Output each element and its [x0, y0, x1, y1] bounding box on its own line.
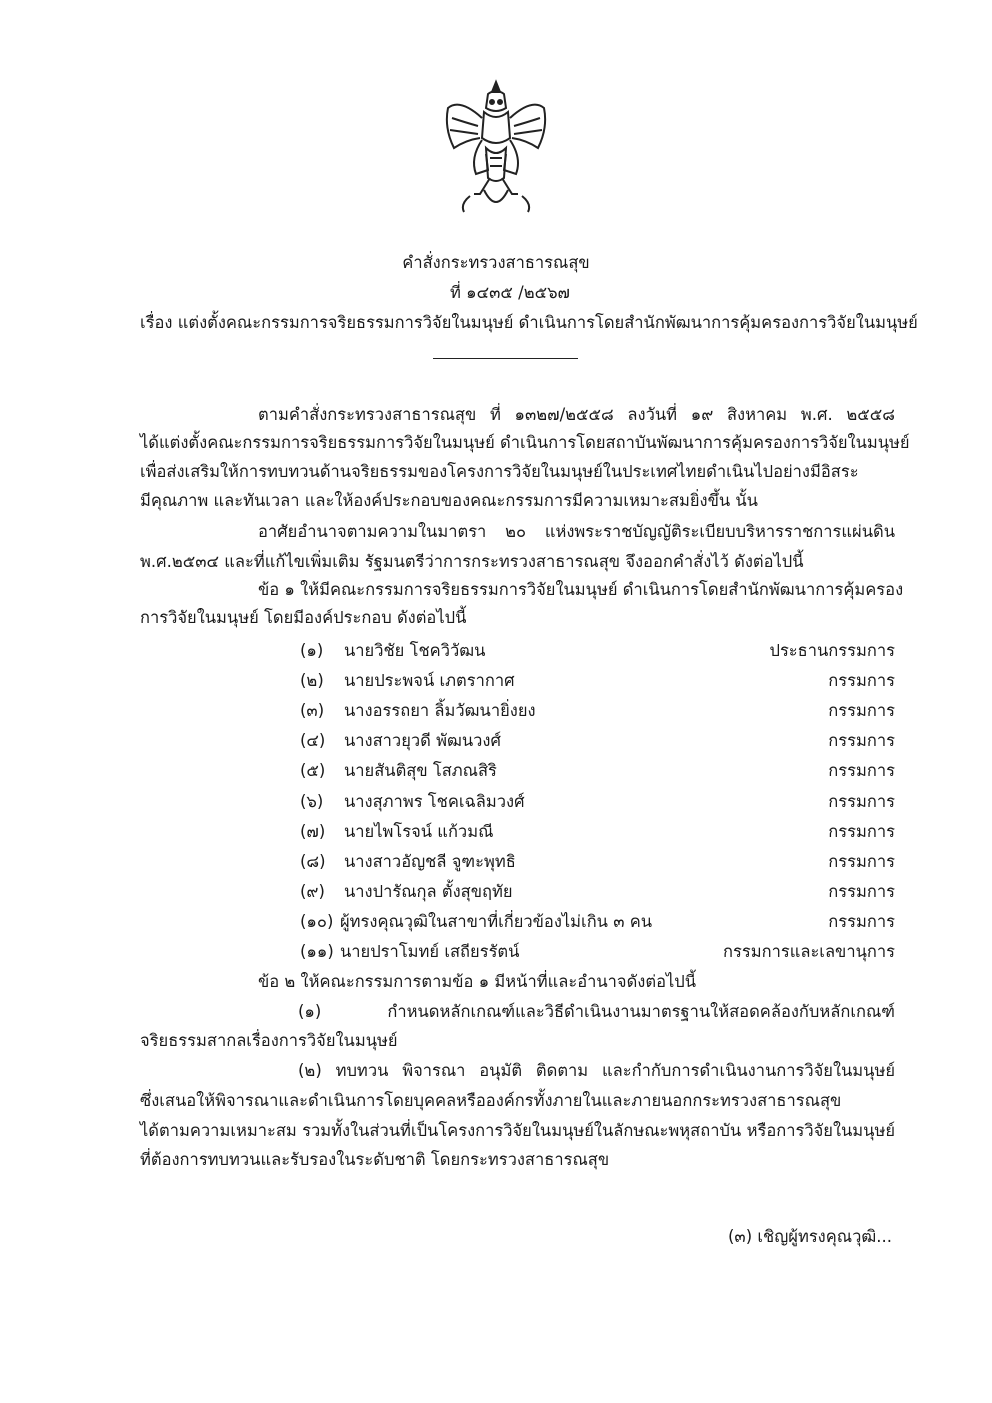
member-name: นายสันติสุข โสภณสิริ	[344, 761, 497, 781]
member-name: นายวิชัย โชควิวัฒน	[344, 641, 486, 660]
clause1-line: การวิจัยในมนุษย์ โดยมีองค์ประกอบ ดังต่อไปนี้	[140, 608, 467, 627]
member-name: นางอรรถยา ลิ้มวัฒนายิ่งยง	[344, 701, 536, 721]
member-name: นางสุภาพร โชคเฉลิมวงศ์	[344, 791, 525, 811]
member-role: กรรมการ	[828, 761, 895, 781]
member-row	[300, 941, 895, 965]
member-row	[300, 760, 895, 784]
header-divider	[433, 358, 578, 359]
member-row	[300, 700, 895, 724]
para1-line: มีคุณภาพ และทันเวลา และให้องค์ประกอบของคณะกรรมการมีความเหมาะสมยิ่งขึ้น นั้น	[140, 491, 758, 510]
member-row	[300, 911, 895, 935]
member-role: กรรมการ	[828, 791, 895, 811]
member-row	[300, 821, 895, 845]
member-row	[300, 670, 895, 694]
member-row	[300, 730, 895, 754]
member-name: นายปราโมทย์ เสถียรรัตน์	[340, 942, 520, 961]
member-number: (๒)	[300, 671, 324, 691]
member-name: นางสาวอัญชลี จูฑะพุทธิ	[344, 851, 516, 871]
clause2-item2-line: (๒) ทบทวน พิจารณา อนุมัติ ติดตาม และกำกับการดำเนินงานการวิจัยในมนุษย์	[298, 1061, 895, 1080]
clause2-item2-line: ได้ตามความเหมาะสม รวมทั้งในส่วนที่เป็นโครงการวิจัยในมนุษย์ในลักษณะพหุสถาบัน หรือการวิจัยในมนุษย์	[140, 1121, 895, 1140]
para2-line: พ.ศ.๒๕๓๔ และที่แก้ไขเพิ่มเติม รัฐมนตรีว่าการกระทรวงสาธารณสุข จึงออกคำสั่งไว้ ดังต่อไปนี้	[140, 552, 804, 571]
clause2-item2-line: ซึ่งเสนอให้พิจารณาและดำเนินการโดยบุคคลหรือองค์กรทั้งภายในและภายนอกกระทรวงสาธารณสุข	[140, 1091, 842, 1110]
clause2-item2-line: ที่ต้องการทบทวนและรับรองในระดับชาติ โดยกระทรวงสาธารณสุข	[140, 1150, 610, 1169]
member-number: (๘)	[300, 851, 326, 871]
member-number: (๑๑)	[300, 942, 334, 961]
member-number: (๔)	[300, 731, 326, 751]
member-number: (๑)	[300, 641, 324, 660]
clause2-item1-line: จริยธรรมสากลเรื่องการวิจัยในมนุษย์	[140, 1031, 398, 1050]
para1-line: ได้แต่งตั้งคณะกรรมการจริยธรรมการวิจัยในมนุษย์ ดำเนินการโดยสถาบันพัฒนาการคุ้มครองการวิจัยในมนุษย์	[140, 433, 910, 452]
order-number: ที่ ๑๔๓๕ /๒๕๖๗	[450, 283, 570, 302]
member-row	[300, 640, 895, 664]
clause2-intro: ข้อ ๒ ให้คณะกรรมการตามข้อ ๑ มีหน้าที่และอำนาจดังต่อไปนี้	[258, 972, 697, 991]
order-subject: เรื่อง แต่งตั้งคณะกรรมการจริยธรรมการวิจัยในมนุษย์ ดำเนินการโดยสำนักพัฒนาการคุ้มครองการวิจัยในมนุษย์	[140, 313, 918, 332]
member-role: กรรมการ	[828, 851, 895, 871]
member-role: ประธานกรรมการ	[769, 641, 895, 660]
member-name: นายไพโรจน์ แก้วมณี	[344, 821, 494, 841]
member-number: (๙)	[300, 881, 325, 901]
member-role: กรรมการ	[828, 911, 895, 931]
member-role: กรรมการ	[828, 671, 895, 691]
member-role: กรรมการ	[828, 701, 895, 721]
member-name: ผู้ทรงคุณวุฒิในสาขาที่เกี่ยวข้องไม่เกิน ๓ คน	[340, 911, 653, 931]
member-role: กรรมการ	[828, 881, 895, 901]
clause2-item1-line: (๑) กำหนดหลักเกณฑ์และวิธีดำเนินงานมาตรฐานให้สอดคล้องกับหลักเกณฑ์	[298, 1002, 895, 1021]
member-role: กรรมการและเลขานุการ	[722, 942, 895, 961]
member-row	[300, 881, 895, 905]
para1-line: ตามคำสั่งกระทรวงสาธารณสุข ที่ ๑๓๒๗/๒๕๕๘ ลงวันที่ ๑๙ สิงหาคม พ.ศ. ๒๕๕๘	[258, 405, 895, 424]
continuation-text: (๓) เชิญผู้ทรงคุณวุฒิ...	[727, 1227, 892, 1246]
member-number: (๗)	[300, 821, 326, 841]
para2-line: อาศัยอำนาจตามความในมาตรา ๒๐ แห่งพระราชบัญญัติระเบียบบริหารราชการแผ่นดิน	[258, 522, 895, 541]
garuda-emblem-icon	[440, 78, 552, 218]
member-number: (๖)	[300, 791, 324, 811]
member-number: (๕)	[300, 761, 326, 781]
member-name: นางสาวยุวดี พัฒนวงศ์	[344, 731, 501, 751]
member-role: กรรมการ	[828, 731, 895, 751]
para1-line: เพื่อส่งเสริมให้การทบทวนด้านจริยธรรมของโครงการวิจัยในมนุษย์ในประเทศไทยดำเนินไปอย่างมีอิสระ	[140, 462, 859, 481]
member-name: นายประพจน์ เภตรากาศ	[344, 671, 515, 691]
member-row	[300, 791, 895, 815]
member-row	[300, 851, 895, 875]
clause1-line: ข้อ ๑ ให้มีคณะกรรมการจริยธรรมการวิจัยในมนุษย์ ดำเนินการโดยสำนักพัฒนาการคุ้มครอง	[258, 580, 904, 599]
issuer-title: คำสั่งกระทรวงสาธารณสุข	[402, 253, 590, 272]
member-number: (๑๐)	[300, 911, 334, 931]
member-role: กรรมการ	[828, 821, 895, 841]
member-name: นางปารัณกุล ตั้งสุขฤทัย	[344, 881, 513, 901]
member-number: (๓)	[300, 701, 325, 721]
